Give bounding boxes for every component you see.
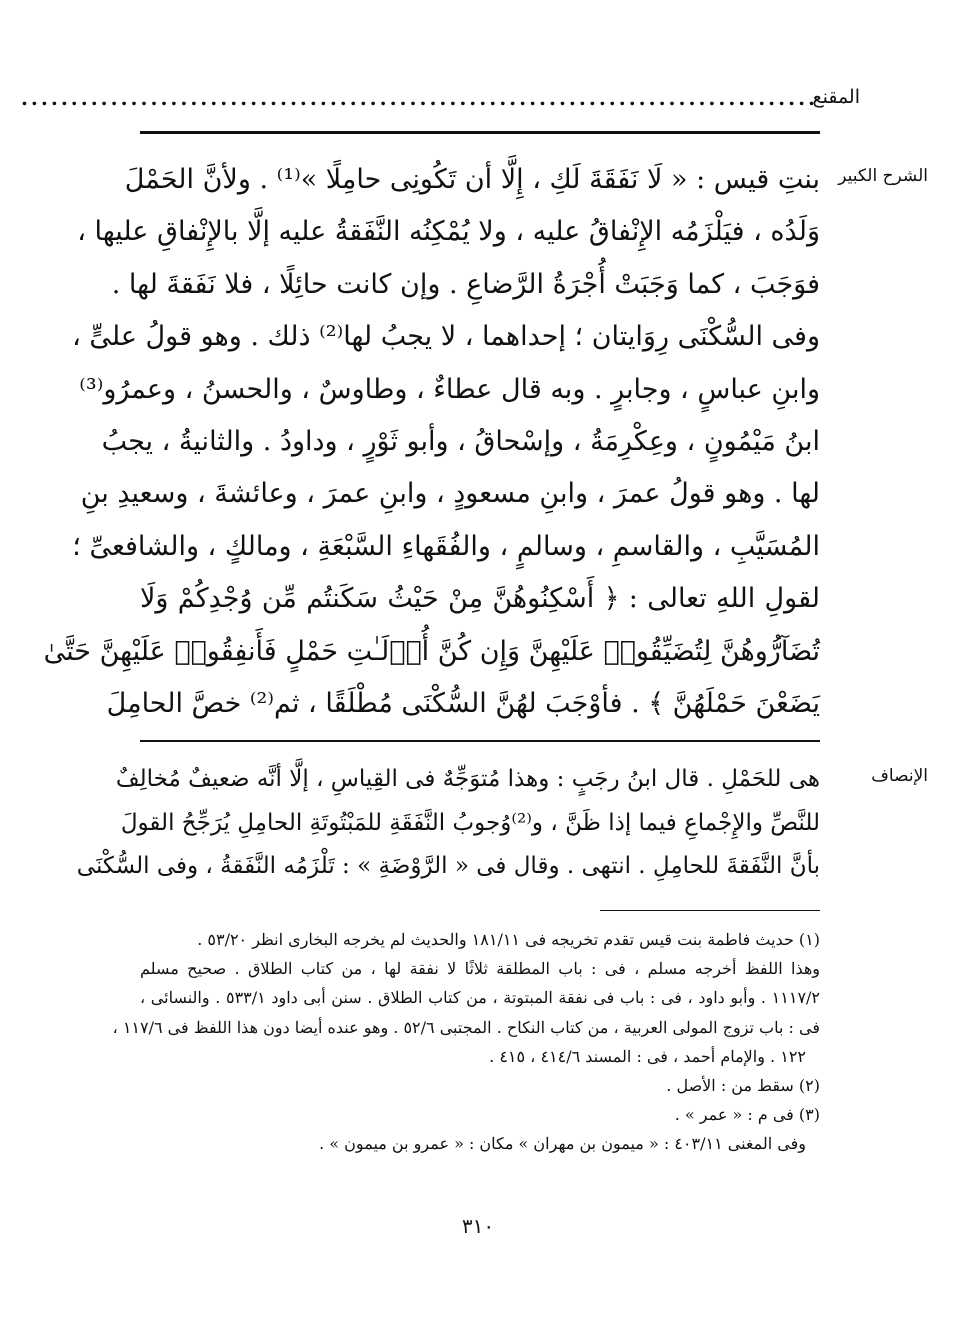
insaf-line: هى للحَمْلِ . قال ابنُ رجَبٍ : وهذا مُتوَجِّهٌ فى القِياسِ ، إلَّا أنَّه ضعيفٌ مُخالِفٌ [115, 766, 820, 792]
footnote-line: (٢) سقط من : الأصل . [666, 1075, 820, 1095]
footnote-line: فى : باب تزوج المولى العربية ، من كتاب النكاح . المجتبى ٥٢/٦ . وهو عنده أيضا دون هذا اللفظ فى ١١٧/٦ ، [112, 1017, 820, 1037]
side-label-sharh: الشرح الكبير [838, 166, 928, 186]
insaf-line: للنَّصِّ والإِجْماعِ فيما إذا ظَنَّ ، و⁽²⁾وُجوبُ النَّفَقَةِ للمَبْتُوتَةِ الحامِلِ يُرَجِّحُ القولَ [120, 809, 820, 836]
page-number: ٣١٠ [461, 1214, 495, 1238]
main-line: تُضَآرُّوهُنَّ لِتُضَيِّقُوا۟ عَلَيْهِنَّ وَإِن كُنَّ أُو۟لَـٰتِ حَمْلٍ فَأَنفِقُوا۟ عَلَيْهِنَّ حَتَّىٰ [43, 635, 820, 667]
main-line: لها . وهو قولُ عمرَ ، وابنِ مسعودٍ ، وابنِ عمرَ ، وعائشةَ ، وسعيدِ بنِ [80, 478, 820, 510]
side-label-insaf: الإنصاف [871, 766, 928, 786]
footnote-line: (١) حديث فاطمة بنت قيس تقدم تخريجه فى ١٨١/١١ والحديث لم يخرجه البخارى انظر ٥٣/٢٠ . [197, 930, 820, 949]
footnote-line: ١٢٢ . والإمام أحمد ، فى : المسند ٤١٤/٦ ، ٤١٥ . [489, 1046, 806, 1066]
running-header-title: المقنع [812, 86, 860, 108]
main-line: فوَجَبَ ، كما وَجَبَتْ أُجْرَةُ الرَّضاعِ . وإن كانت حائِلًا ، فلا نَفَقةَ لها . [111, 268, 820, 300]
main-line: المُسَيَّبِ ، والقاسمِ ، وسالمٍ ، والفُقَهاءِ السَّبْعَةِ ، ومالكٍ ، والشافعىِّ ؛ [72, 530, 820, 562]
main-line: ابنُ مَيْمُونٍ ، وعِكْرِمَةُ ، وإسْحاقُ ، وأبو ثَوْرٍ ، وداودُ . والثانيةُ ، يجبُ [101, 425, 820, 457]
section-divider [140, 740, 820, 742]
main-line: وفى السُّكْنَى رِوَايتان ؛ إحداهما ، لا يجبُ لها⁽²⁾ ذلك . وهو قولُ علىٍّ ، [72, 321, 820, 353]
main-line: وابنِ عباسٍ ، وجابرٍ . وبه قال عطاءٌ ، وطاوسٌ ، والحسنُ ، وعمرُو⁽³⁾ [79, 373, 820, 405]
main-line: لقولِ اللهِ تعالى : ﴿ أَسْكِنُوهُنَّ مِنْ حَيْثُ سَكَنتُم مِّن وُجْدِكُمْ وَلَا [140, 583, 820, 615]
footnote-line: وهذا اللفظ أخرجه مسلم ، فى : باب المطلقة ثلاثًا لا نفقة لها ، من كتاب الطلاق . صحيح مسلم [140, 959, 821, 979]
footnote-line: وفى المغنى ٤٠٣/١١ : « ميمون بن مهران » مكان : « عمرو بن ميمون » . [319, 1134, 806, 1154]
footnote-line: (٣) فى م : « عمر » . [674, 1105, 820, 1125]
insaf-line: بأنَّ النَّفَقةَ للحامِلِ . انتهى . وقال فى « الرَّوْضَةِ » : تَلْزَمُه النَّفَقةُ ، وفى السُّكْنَى [76, 853, 820, 879]
main-line: بنتِ قيس : « لَا نَفَقَةَ لَكِ ، إِلَّا أن تَكُونِى حامِلًا »⁽¹⁾ . ولأنَّ الحَمْلَ [124, 164, 820, 195]
footnote-line: ١١١٧/٢ . وأبو داود ، فى : باب فى نفقة المبتوتة ، من كتاب الطلاق . سنن أبى داود ٥٣٣/١ . والنسائى ، [140, 988, 821, 1008]
running-header-dots: ................................................................................ [20, 86, 818, 110]
footnote-rule [600, 910, 820, 911]
main-line: يَضَعْنَ حَمْلَهُنَّ ﴾ . فأوْجَبَ لهُنَّ السُّكْنَى مُطْلَقًا ، ثم⁽²⁾ خصَّ الحامِلَ [106, 687, 820, 719]
footnotes-block [112, 925, 821, 1159]
header-rule [140, 131, 820, 134]
insaf-text-block [76, 758, 820, 889]
main-line: وَلَدُه ، فيَلْزَمُه الإِنْفاقُ عليه ، ولا يُمْكِنُه النَّفَقةُ عليه إلَّا بالإِنْفاقِ عليها ، [77, 216, 820, 248]
main-text-block [43, 154, 820, 730]
